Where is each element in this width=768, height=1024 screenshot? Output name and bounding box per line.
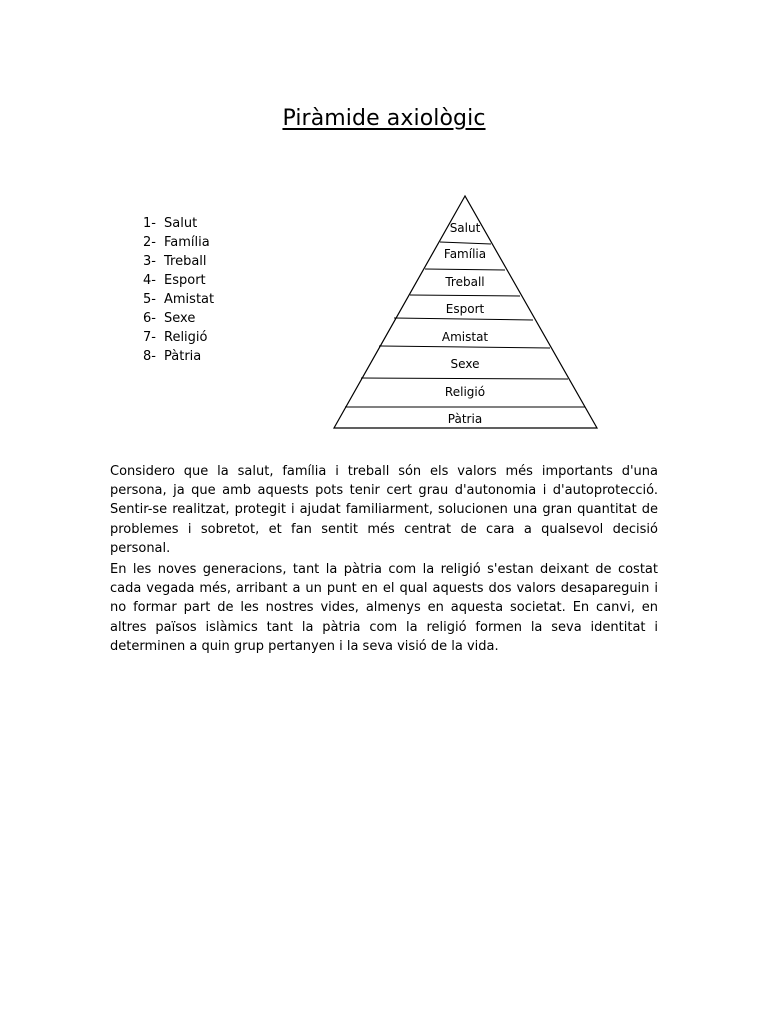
list-item-number: 3 -: [120, 252, 156, 271]
list-item: [120, 214, 214, 233]
list-item: [120, 347, 214, 366]
pyramid-level-label: Treball: [445, 275, 485, 289]
pyramid-divider: [440, 242, 491, 244]
list-item: [120, 328, 214, 347]
pyramid-divider: [410, 295, 520, 296]
list-item-label: Amistat: [164, 292, 215, 307]
list-item: [120, 309, 214, 328]
list-item-label: Religió: [164, 330, 208, 345]
pyramid-level-label: Religió: [444, 385, 486, 399]
values-list: [120, 214, 214, 366]
pyramid-level-label: Esport: [445, 302, 485, 316]
pyramid-divider: [425, 269, 505, 270]
list-item-number: 5 -: [120, 290, 156, 309]
value-pyramid: [0, 0, 768, 450]
list-item-label: Esport: [164, 273, 206, 288]
list-item: [120, 271, 214, 290]
body-paragraph: En les noves generacions, tant la pàtria com la religió s'estan deixant de costat cada vegada més, arribant a un punt en el qual aquests dos valors desapareguin i no formar part de les nostres vides, almenys en aquesta societat. En canvi, en altres països islàmics tant la pàtria com la religió formen la seva identitat i determinen a quin grup pertanyen i la seva visió de la vida.: [110, 562, 658, 654]
document-title: Piràmide axiològic: [282, 106, 486, 131]
list-item-number: 7 -: [120, 328, 156, 347]
pyramid-level-label: Sexe: [450, 357, 480, 371]
list-item-label: Salut: [164, 216, 198, 231]
pyramid-level-label: Amistat: [441, 330, 489, 344]
pyramid-level-label: Família: [443, 247, 487, 261]
pyramid-level-label: Salut: [449, 221, 481, 235]
list-item-label: Pàtria: [164, 349, 202, 364]
pyramid-divider: [394, 318, 533, 320]
list-item-number: 8 -: [120, 347, 156, 366]
pyramid-level-label: Pàtria: [447, 412, 483, 426]
list-item-number: 4 -: [120, 271, 156, 290]
list-item-label: Treball: [164, 254, 207, 269]
list-item-number: 1 -: [120, 214, 156, 233]
list-item: [120, 233, 214, 252]
list-item-label: Sexe: [164, 311, 196, 326]
list-item: [120, 252, 214, 271]
pyramid-dividers: [345, 242, 585, 407]
pyramid-outline: [334, 196, 597, 428]
list-item-number: 2 -: [120, 233, 156, 252]
list-item: [120, 290, 214, 309]
list-item-label: Família: [164, 235, 210, 250]
body-paragraph: Considero que la salut, família i treball són els valors més importants d'una persona, ja que amb aquests pots tenir cert grau d'autonomia i d'autoprotecció. Sentir-se realitzat, protegit i ajudat familiarment, solucionen una gran quantitat de problemes i sobretot, et fan sentit més centrat de cara a qualsevol decisió personal.: [110, 464, 658, 556]
pyramid-divider: [361, 378, 568, 379]
pyramid-divider: [379, 346, 550, 348]
list-item-number: 6 -: [120, 309, 156, 328]
